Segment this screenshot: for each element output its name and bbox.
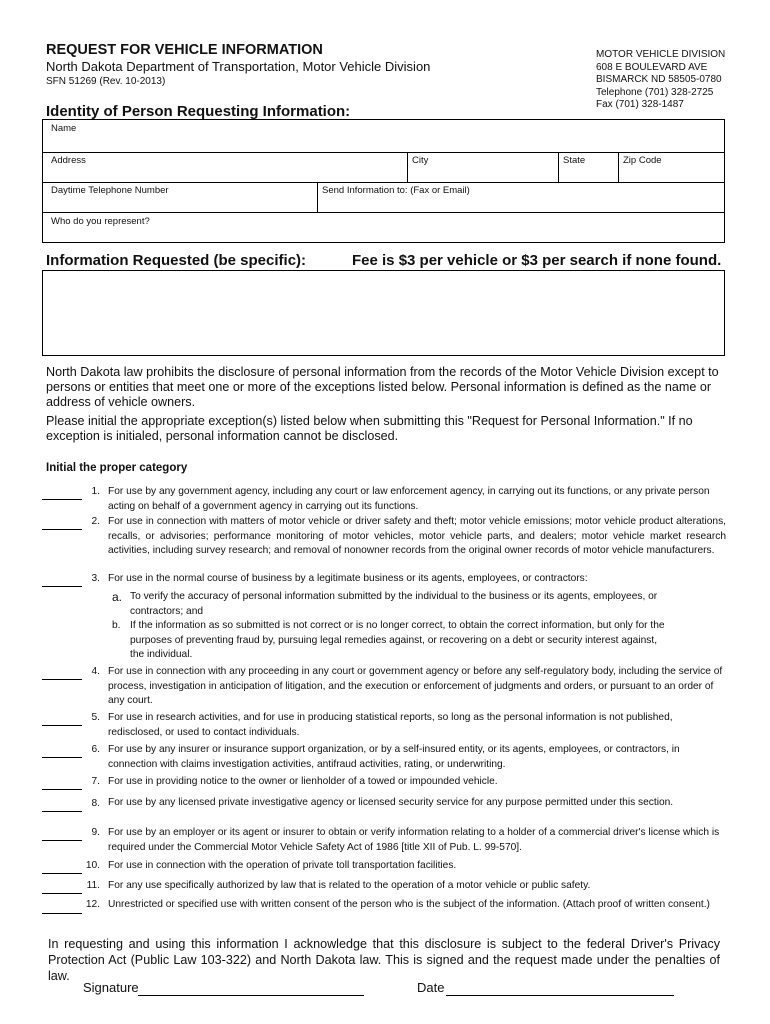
category-number: 9. xyxy=(91,827,100,838)
form-number: SFN 51269 (Rev. 10-2013) xyxy=(46,76,166,87)
initial-instructions: Please initial the appropriate exception(s) listed below when submitting this "Request for Personal Information." If no exception is initialed, personal information cannot be disclosed. xyxy=(46,414,693,443)
category-number: 1. xyxy=(91,486,100,497)
info-requested-heading: Information Requested (be specific): xyxy=(46,252,307,269)
address-label: Address xyxy=(51,155,86,166)
zip-label: Zip Code xyxy=(623,155,662,166)
phone-label: Daytime Telephone Number xyxy=(51,185,169,196)
category-text: For use by an employer or its agent or insurer to obtain or verify information relating to a holder of a commercial driver's license which is required under the Commercial Motor Vehicle Safety Act of 1986 [title XII of Pub. L. 99-570]. xyxy=(108,827,720,853)
category-text: For use in providing notice to the owner or lienholder of a towed or impounded vehicle. xyxy=(108,776,498,787)
agency-line: 608 E BOULEVARD AVE xyxy=(596,61,708,73)
acknowledgment-text: In requesting and using this information I acknowledge that this disclosure is subject to the federal Driver's Privacy Protection Act (Public Law 103-322) and North Dakota law. This is signed and the request made under the penalties of law. xyxy=(48,937,720,983)
subcategory-text: To verify the accuracy of personal information submitted by the individual to the business or its agents, employees, or contractors; and xyxy=(130,591,658,617)
date-label: Date xyxy=(417,980,445,995)
category-text: For use in connection with the operation of private toll transportation facilities. xyxy=(108,860,457,871)
categories-heading: Initial the proper category xyxy=(46,462,188,474)
subcategory-letter: a. xyxy=(112,590,123,604)
subcategory-letter: b. xyxy=(112,620,121,631)
agency-line: MOTOR VEHICLE DIVISION xyxy=(596,49,726,60)
category-text: For use in connection with matters of motor vehicle or driver safety and theft; motor vehicle emissions; motor vehicle product alterations, recalls, or advisories; performance monitoring of motor vehicles, motor vehicle parts, and dealers; motor vehicle market research activities, including survey research; and removal of nonowner records from the original owner records of motor vehicle manufacturers. xyxy=(108,516,726,556)
state-label: State xyxy=(563,155,586,166)
agency-line: Telephone (701) 328-2725 xyxy=(596,86,714,98)
category-text: For use by any licensed private investigative agency or licensed security service for any purpose permitted under this section. xyxy=(108,797,674,808)
signature-label: Signature xyxy=(83,980,139,995)
category-number: 8. xyxy=(91,798,100,809)
category-number: 10. xyxy=(85,860,100,871)
subcategory-text: If the information as so submitted is not correct or is no longer correct, to obtain the correct information, but only for the purposes of preventing fraud by, pursuing legal remedies against, or recovering on a debt or security interest against, the individual. xyxy=(130,620,665,660)
category-text: For use in the normal course of business by a legitimate business or its agents, employees, or contractors: xyxy=(108,573,588,584)
category-number: 6. xyxy=(91,744,100,755)
category-text: For use in research activities, and for use in producing statistical reports, so long as the personal information is not published, redisclosed, or used to contact individuals. xyxy=(108,712,673,738)
category-number: 12. xyxy=(85,899,100,910)
law-paragraph: North Dakota law prohibits the disclosure of personal information from the records of the Motor Vehicle Division except to persons or entities that meet one or more of the exceptions listed below. Personal information is defined as the name or address of vehicle owners. xyxy=(46,365,719,409)
category-number: 7. xyxy=(91,776,100,787)
form-title: REQUEST FOR VEHICLE INFORMATION xyxy=(46,42,323,58)
agency-line: Fax (701) 328-1487 xyxy=(596,99,684,111)
category-text: For use by any government agency, including any court or law enforcement agency, in carrying out its functions, or any private person acting on behalf of a government agency in carrying out its functions. xyxy=(108,486,710,512)
category-text: Unrestricted or specified use with written consent of the person who is the subject of the information. (Attach proof of written consent.) xyxy=(108,899,710,910)
form-subtitle: North Dakota Department of Transportation, Motor Vehicle Division xyxy=(46,59,431,74)
category-number: 4. xyxy=(91,666,100,677)
category-text: For use by any insurer or insurance support organization, or by a self-insured entity, or its agents, employees, or contractors, in connection with claims investigation activities, antifraud activities, rating, or underwriting. xyxy=(108,744,680,770)
send-info-label: Send Information to: (Fax or Email) xyxy=(322,185,470,196)
category-number: 3. xyxy=(91,573,100,584)
agency-line: BISMARCK ND 58505-0780 xyxy=(596,74,722,86)
represent-label: Who do you represent? xyxy=(51,216,150,227)
category-number: 2. xyxy=(91,516,100,527)
category-list xyxy=(42,0,732,1024)
date-field[interactable] xyxy=(446,980,674,996)
signature-field[interactable] xyxy=(138,980,364,996)
identity-heading: Identity of Person Requesting Information: xyxy=(46,103,351,120)
city-label: City xyxy=(412,155,429,166)
category-text: For any use specifically authorized by law that is related to the operation of a motor vehicle or public safety. xyxy=(108,880,591,891)
category-number: 5. xyxy=(91,712,100,723)
fee-notice: Fee is $3 per vehicle or $3 per search if none found. xyxy=(352,252,722,269)
name-label: Name xyxy=(51,123,77,134)
category-number: 11. xyxy=(86,880,100,891)
category-text: For use in connection with any proceeding in any court or government agency or before any self-regulatory body, including the service of process, investigation in anticipation of litigation, and the execution or enforcement of judgments and orders, or pursuant to an order of any court. xyxy=(108,666,723,706)
